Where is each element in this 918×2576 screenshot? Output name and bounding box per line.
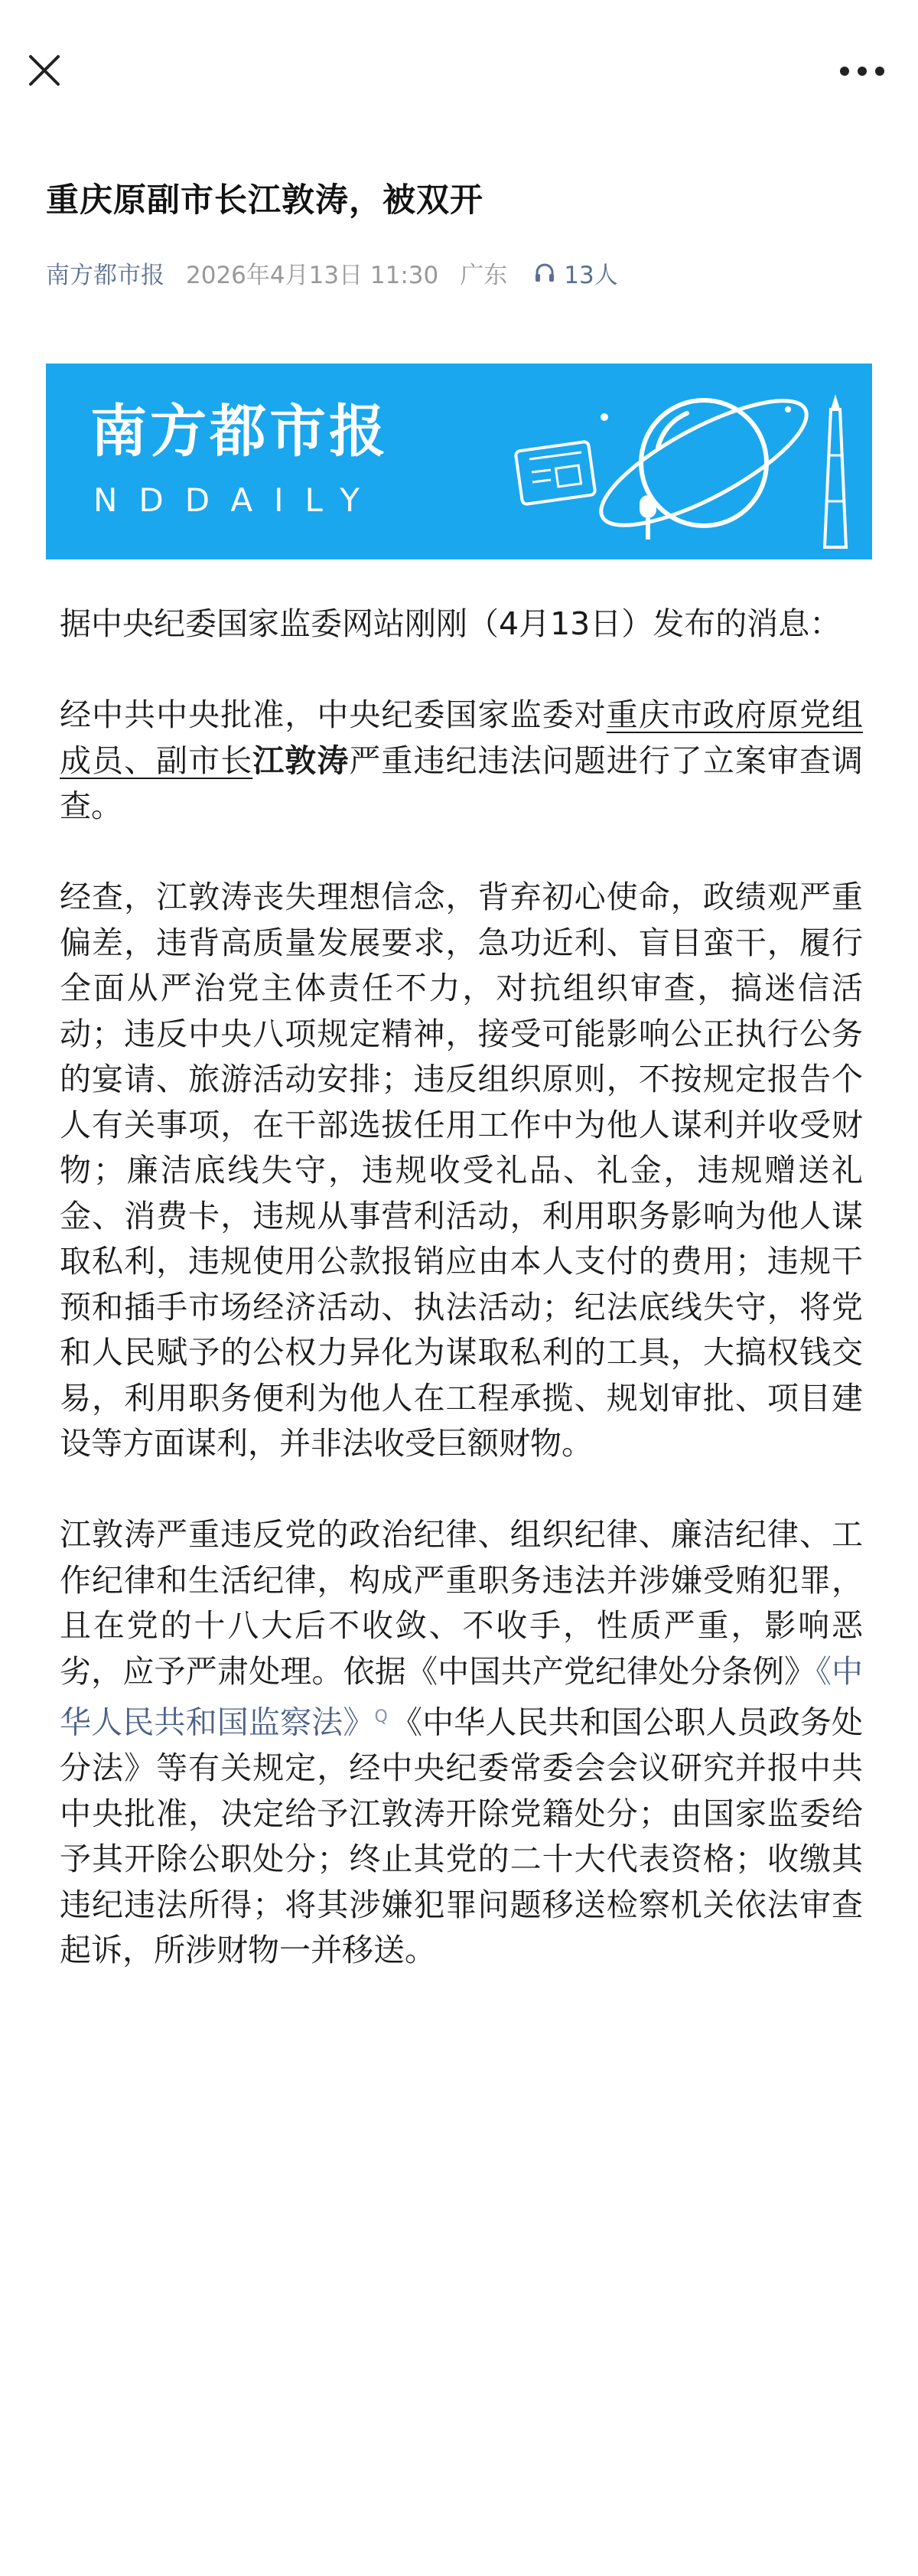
official-name: 江敦涛	[252, 742, 350, 779]
banner-illustration	[459, 364, 872, 559]
paragraph-3: 经查，江敦涛丧失理想信念，背弃初心使命，政绩观严重偏差，违背高质量发展要求，急功近利、盲目蛮干，履行全面从严治党主体责任不力，对抗组织审查，搞迷信活动；违反中央八项规定精神，接受可能影响公正执行公务的宴请、旅游活动安排；违反组织原则，不按规定报告个人有关事项，在干部选拔任用工作中为他人谋利并收受财物；廉洁底线失守，违规收受礼品、礼金，违规赠送礼金、消费卡，违规从事营利活动，利用职务影响为他人谋取私利，违规使用公款报销应由本人支付的费用；违规干预和插手市场经济活动、执法活动；纪法底线失守，将党和人民赋予的公权力异化为谋取私利的工具，大搞权钱交易，利用职务便利为他人在工程承揽、规划审批、项目建设等方面谋利，并非法收受巨额财物。	[60, 879, 863, 1462]
top-bar	[0, 0, 918, 145]
star-dot	[785, 406, 791, 412]
official-title-link[interactable]: 重庆市政府原党组成员、副市长	[60, 696, 864, 779]
article-body	[60, 602, 863, 2019]
close-button[interactable]	[21, 47, 67, 93]
p4-text-a: 江敦涛严重违反党的政治纪律、组织纪律、廉洁纪律、工作纪律和生活纪律，构成严重职务违法并涉嫌受贿犯罪，且在党的十八大后不收敛、不收手，性质严重，影响恶劣，应予严肃处理。依据《中国共产党纪律处分条例》	[60, 1516, 863, 1690]
paragraph-2	[60, 693, 863, 830]
banner-name-en: NDDAILY	[93, 481, 381, 519]
paragraph-1: 据中央纪委国家监委网站刚刚（4月13日）发布的消息：	[60, 605, 842, 642]
close-icon	[28, 54, 61, 87]
publish-date: 2026年4月13日 11:30	[186, 261, 439, 289]
region-label: 广东	[460, 261, 508, 289]
more-dots-icon	[839, 66, 885, 77]
search-icon[interactable]: Q	[374, 1707, 388, 1727]
supervision-law-link[interactable]: 《中华人民共和国监察法》	[60, 1652, 864, 1741]
p2-text-b: 严重违纪违法问题进行了立案审查调查。	[60, 742, 863, 824]
tower-icon	[825, 394, 846, 547]
p2-text-a: 经中共中央批准，中央纪委国家监委对	[60, 696, 607, 733]
more-button[interactable]	[828, 52, 897, 90]
star-dot	[601, 413, 608, 421]
banner-name-cn: 南方都市报	[90, 399, 389, 465]
article-title: 重庆原副市长江敦涛，被双开	[46, 181, 483, 220]
newspaper-icon	[516, 442, 596, 505]
paragraph-4	[60, 1512, 863, 1974]
listen-button[interactable]	[533, 256, 617, 290]
planet-icon	[586, 378, 822, 548]
article-meta	[46, 256, 618, 289]
headphones-icon	[533, 261, 556, 284]
p4-text-b: 《中华人民共和国公职人员政务处分法》等有关规定，经中央纪委常委会会议研究并报中共中央批准，决定给予江敦涛开除党籍处分；由国家监委给予其开除公职处分；终止其党的二十大代表资格；收缴其违纪违法所得；将其涉嫌犯罪问题移送检察机关依法审查起诉，所涉财物一并移送。	[60, 1704, 863, 1969]
listener-count: 13人	[564, 261, 618, 289]
microphone-icon	[640, 495, 656, 540]
publisher-banner	[46, 364, 872, 559]
source-link[interactable]: 南方都市报	[46, 261, 164, 289]
